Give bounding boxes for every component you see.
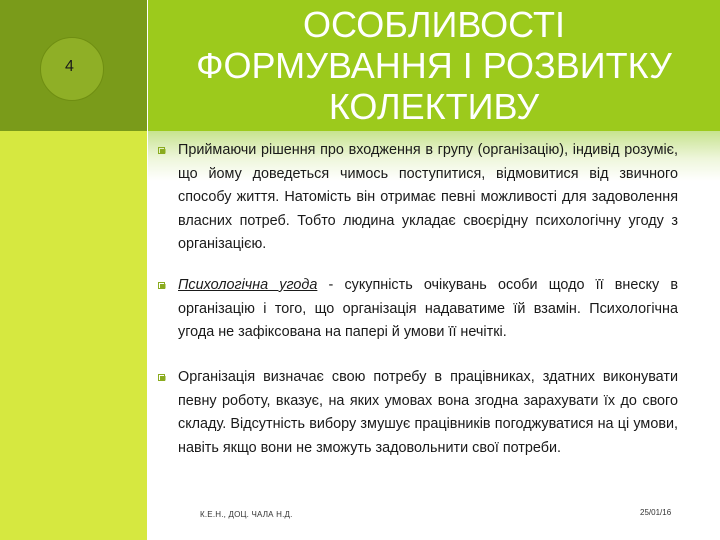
slide-number: 4 <box>65 58 74 75</box>
title-line-3: КОЛЕКТИВУ <box>328 86 540 127</box>
bullet-paragraph-1 <box>178 139 678 257</box>
definition-term: Психологічна угода <box>178 277 318 293</box>
footer-author: К.Е.Н., ДОЦ. ЧАЛА Н.Д. <box>200 510 293 519</box>
square-bullet-icon <box>158 282 166 289</box>
bullet-paragraph-3 <box>178 366 678 460</box>
sidebar-bottom-panel <box>0 131 148 540</box>
title-line-2: ФОРМУВАННЯ І РОЗВИТКУ <box>196 45 672 86</box>
footer-date: 25/01/16 <box>640 508 672 517</box>
slide-title <box>148 4 720 127</box>
square-bullet-icon <box>158 147 166 154</box>
bullet-paragraph-2 <box>178 274 678 345</box>
slide-content <box>148 131 720 540</box>
square-bullet-icon <box>158 374 166 381</box>
bullet-text: - сукупність очікувань особи щодо її внеску в організацію і того, що організація надаватиме їй взамін. Психологічна угода не зафіксована на папері й умови її нечіткі. <box>178 277 678 341</box>
bullet-text: Приймаючи рішення про входження в групу (організацію), індивід розуміє, що йому доведеться чимось поступитися, відмовитися від звичного способу життя. Натомість він отримає певні можливості для задоволення власних потреб. Тобто людина укладає своєрідну психологічну угоду з організацією. <box>178 142 678 253</box>
bullet-text: Організація визначає свою потребу в працівниках, здатних виконувати певну роботу, вказує, на яких умовах вона згодна зарахувати їх до свого складу. Відсутність вибору змушує працівників погоджуватися на ці умови, навіть якщо вони не зможуть задовольнити свої потреби. <box>178 369 678 456</box>
title-line-1: ОСОБЛИВОСТІ <box>303 4 565 45</box>
